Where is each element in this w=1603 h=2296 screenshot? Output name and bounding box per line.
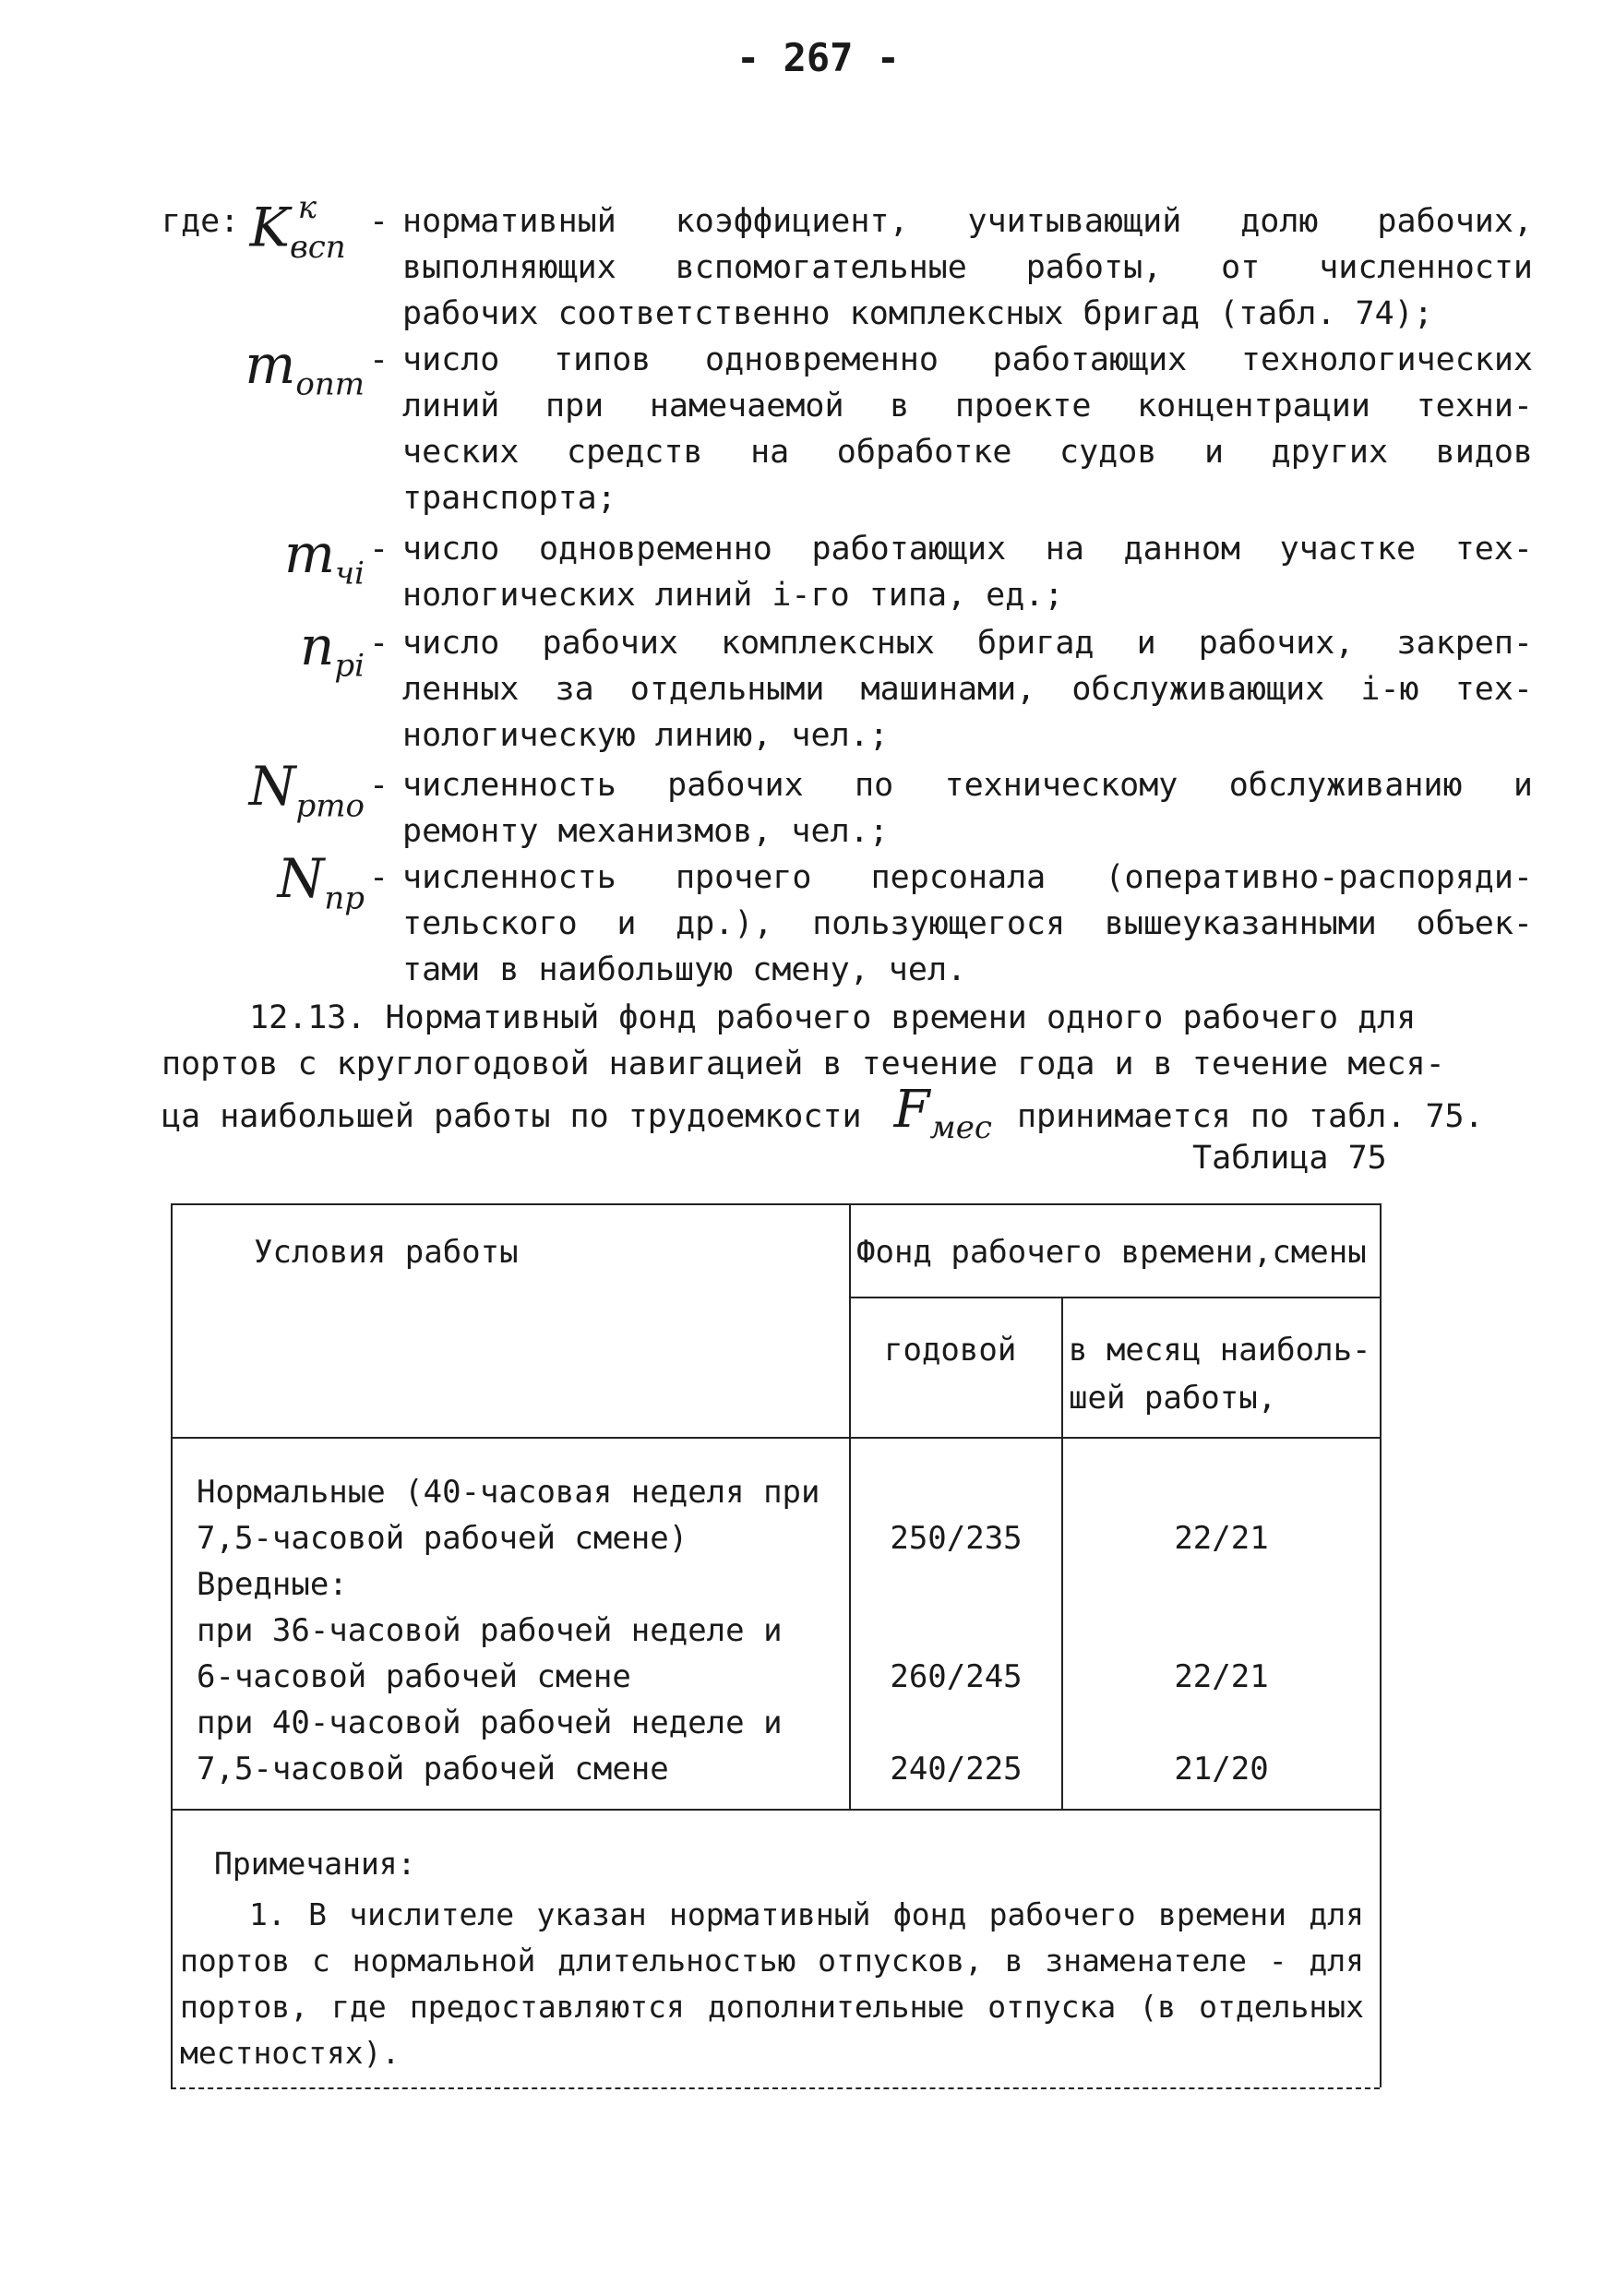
value-month: 22/21 <box>1174 1658 1269 1695</box>
symbol-m-opt: $m_{опт}$ <box>245 333 365 403</box>
table-border-bottom <box>171 2087 1380 2089</box>
definition-dash: - <box>369 531 389 568</box>
intro-word: где: <box>161 203 240 240</box>
value-month: 21/20 <box>1174 1751 1269 1788</box>
table-row-text: при 40-часовой рабочей неделе и <box>197 1704 783 1741</box>
definition-line: тами в наибольшую смену, чел. <box>402 951 967 988</box>
definition-dash: - <box>369 767 389 804</box>
definition-line: ческих средств на обработке судов и других видов <box>402 434 1533 471</box>
definition-dash: - <box>369 625 389 662</box>
definition-line: число одновременно работающих на данном участке тех- <box>402 531 1533 568</box>
table-row-text: 7,5-часовой рабочей смене) <box>197 1520 688 1557</box>
symbol-n-pi: $n_{pi}$ <box>300 615 365 685</box>
table-row-text: при 36-часовой рабочей неделе и <box>197 1612 783 1649</box>
symbol-n-rto: $N_{рто}$ <box>248 755 365 825</box>
definition-line: нологических линий i-го типа, ед.; <box>402 577 1064 614</box>
page-number: - 267 - <box>736 35 901 80</box>
value-annual: 240/225 <box>890 1751 1023 1788</box>
notes-line: портов, где предоставляются дополнительные отпуска (в отдельных <box>180 1989 1364 2025</box>
definition-dash: - <box>369 859 389 896</box>
definition-line: ленных за отдельными машинами, обслуживающих i-ю тех- <box>402 671 1533 708</box>
definition-line: выполняющих вспомогательные работы, от численности <box>402 249 1533 286</box>
definition-line: линий при намечаемой в проекте концентрации техни- <box>402 388 1533 425</box>
table-row-text: 6-часовой рабочей смене <box>197 1658 631 1695</box>
definition-line: нормативный коэффициент, учитывающий долю рабочих, <box>402 203 1533 240</box>
paragraph-line: ца наибольшей работы по трудоемкости $F_{мес}$ принимается по табл. 75. <box>161 1080 1484 1147</box>
definition-line: рабочих соответственно комплексных бригад (табл. 74); <box>402 295 1433 332</box>
definition-line: транспорта; <box>402 480 616 517</box>
table-border-left <box>171 1203 173 2087</box>
symbol-f-mes: $F_{мес}$ <box>893 1080 992 1147</box>
table-row-text: 7,5-часовой рабочей смене <box>197 1751 669 1788</box>
header-fund-group: Фонд рабочего времени,смены <box>856 1234 1367 1271</box>
table-border-right <box>1380 1203 1382 2087</box>
table-row-text: Вредные: <box>197 1566 348 1603</box>
notes-line: портов с нормальной длительностью отпусков, в знаменателе - для <box>180 1943 1364 1979</box>
definition-line: численность прочего персонала (оперативно-распоряди- <box>402 859 1533 896</box>
symbol-n-pr: $N_{пр}$ <box>277 847 365 917</box>
header-conditions: Условия работы <box>254 1234 519 1271</box>
symbol-m-chi: $m_{чi}$ <box>283 522 365 592</box>
header-month-line1: в месяц наиболь- <box>1069 1332 1371 1369</box>
definition-line: нологическую линию, чел.; <box>402 717 889 754</box>
value-annual: 260/245 <box>890 1658 1023 1695</box>
definition-dash: - <box>369 203 389 240</box>
table-row-text: Нормальные (40-часовая неделя при <box>197 1474 820 1511</box>
notes-line: 1. В числителе указан нормативный фонд рабочего времени для <box>249 1896 1364 1932</box>
definition-line: число рабочих комплексных бригад и рабочих, закреп- <box>402 625 1533 662</box>
paragraph-line: 12.13. Нормативный фонд рабочего времени одного рабочего для <box>249 999 1417 1036</box>
value-annual: 250/235 <box>890 1520 1023 1557</box>
definition-line: численность рабочих по техническому обслуживанию и <box>402 767 1533 804</box>
notes-line: местностях). <box>180 2035 401 2071</box>
definition-line: тельского и др.), пользующегося вышеуказанными объек- <box>402 905 1533 942</box>
table-body-bottom <box>171 1809 1380 1811</box>
header-annual: годовой <box>884 1332 1017 1369</box>
table-header-bottom <box>171 1437 1380 1439</box>
definition-line: число типов одновременно работающих технологических <box>402 341 1533 378</box>
notes-title: Примечания: <box>214 1846 416 1882</box>
header-month-line2: шей работы, <box>1069 1380 1277 1417</box>
table-group-divider <box>849 1297 1380 1298</box>
symbol-k-vsp: $K_{всп}^к$ <box>249 189 346 266</box>
value-month: 22/21 <box>1174 1520 1269 1557</box>
definition-line: ремонту механизмов, чел.; <box>402 813 889 850</box>
table-border-top <box>171 1203 1380 1205</box>
table-caption: Таблица 75 <box>1192 1140 1387 1177</box>
definition-dash: - <box>369 341 389 378</box>
paragraph-line: портов с круглогодовой навигацией в течение года и в течение меся- <box>161 1046 1445 1082</box>
table-col-divider-1 <box>849 1203 851 1809</box>
